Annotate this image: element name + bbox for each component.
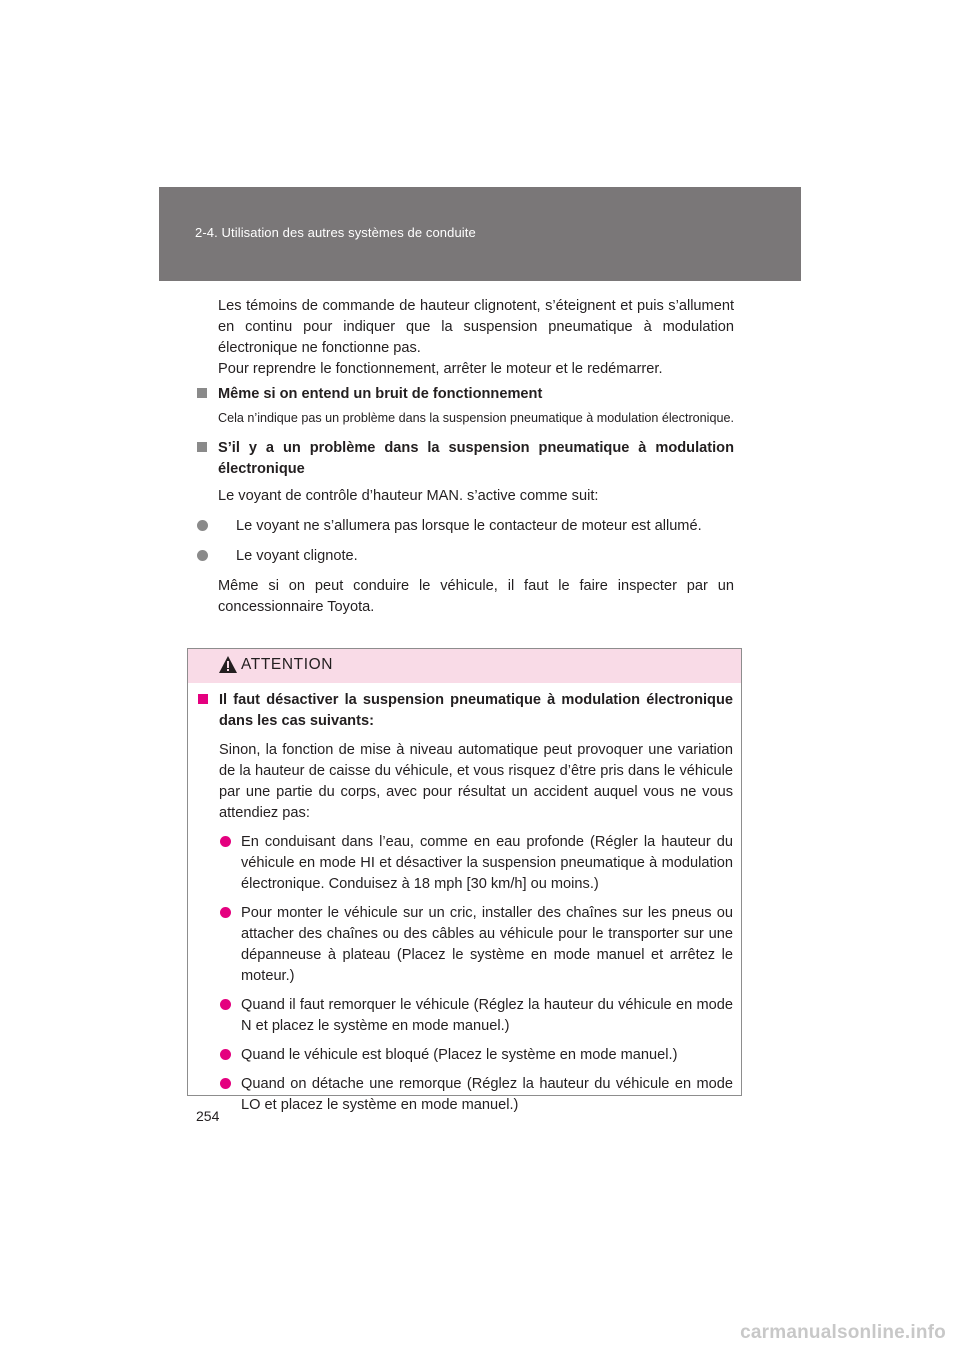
list-item: [196, 516, 734, 537]
list-item-text: En conduisant dans l’eau, comme en eau profonde (Régler la hauteur du véhicule en mode HI et désactiver la suspension pneumatique à modulation électronique. Conduisez à 18 mph [30 km/h] ou moins.): [241, 834, 733, 892]
list-item-text: Quand le véhicule est bloqué (Placez le système en mode manuel.): [241, 1047, 678, 1063]
warning-heading: [197, 690, 733, 732]
section-outro: Même si on peut conduire le véhicule, il faut le faire inspecter par un concessionnaire Toyota.: [218, 578, 734, 615]
section-note: Cela n’indique pas un problème dans la suspension pneumatique à modulation électronique.: [218, 411, 734, 425]
warning-header: [188, 649, 741, 683]
list-item: [197, 995, 733, 1037]
square-bullet-icon: [197, 442, 207, 452]
round-bullet-icon: [197, 550, 208, 561]
warning-triangle-icon: [219, 656, 237, 673]
section-problem: [196, 438, 734, 618]
round-bullet-icon: [220, 907, 231, 918]
round-bullet-icon: [197, 520, 208, 531]
section-heading: [196, 438, 734, 480]
list-item-text: Pour monter le véhicule sur un cric, installer des chaînes sur les pneus ou attacher des chaînes ou des câbles au véhicule pour le transporter sur une dépanneuse à plateau (Placez le système en mode manuel et arrêtez le moteur.): [241, 905, 733, 984]
list-item-text: Quand on détache une remorque (Réglez la hauteur du véhicule en mode LO et placez le système en mode manuel.): [241, 1076, 733, 1113]
section-noise: [196, 384, 734, 428]
warning-text: Sinon, la fonction de mise à niveau automatique peut provoquer une variation de la hauteur de caisse du véhicule, et vous risquez d’être pris dans le véhicule par une partie du corps, avec pour résultat un accident auquel vous ne vous attendiez pas:: [219, 742, 733, 821]
watermark: carmanualsonline.info: [740, 1322, 946, 1343]
section-heading-text: Même si on entend un bruit de fonctionnement: [218, 386, 543, 402]
page-number: 254: [196, 1108, 220, 1124]
section-heading: [196, 384, 734, 405]
round-bullet-icon: [220, 1049, 231, 1060]
round-bullet-icon: [220, 999, 231, 1010]
list-item-text: Le voyant ne s’allumera pas lorsque le contacteur de moteur est allumé.: [236, 518, 702, 534]
section-header-band: [159, 187, 801, 281]
section-title: 2-4. Utilisation des autres systèmes de conduite: [195, 225, 476, 240]
warning-heading-text: Il faut désactiver la suspension pneumatique à modulation électronique dans les cas suivants:: [219, 692, 733, 729]
round-bullet-icon: [220, 1078, 231, 1089]
list-item: [196, 546, 734, 567]
list-item: [197, 1074, 733, 1116]
section-heading-text: S’il y a un problème dans la suspension pneumatique à modulation électronique: [218, 440, 734, 477]
warning-title: ATTENTION: [241, 656, 334, 673]
square-bullet-icon: [197, 388, 207, 398]
list-item: [197, 832, 733, 895]
warning-box: [187, 648, 742, 1113]
intro-paragraph: Les témoins de commande de hauteur clignotent, s’éteignent et puis s’allument en continu pour indiquer que la suspension pneumatique à modulation électronique ne fonctionne pas.: [218, 298, 734, 356]
list-item: [197, 1045, 733, 1066]
list-item-text: Le voyant clignote.: [236, 548, 358, 564]
list-item: [197, 903, 733, 987]
list-item-text: Quand il faut remorquer le véhicule (Réglez la hauteur du véhicule en mode N et placez le système en mode manuel.): [241, 997, 733, 1034]
main-content: [196, 296, 734, 618]
round-bullet-icon: [220, 836, 231, 847]
section-intro: Le voyant de contrôle d’hauteur MAN. s’active comme suit:: [218, 488, 599, 504]
intro-block: [196, 296, 734, 380]
intro-paragraph-2: Pour reprendre le fonctionnement, arrêter le moteur et le redémarrer.: [218, 361, 663, 377]
square-bullet-icon: [198, 694, 208, 704]
warning-body: [197, 690, 733, 1116]
